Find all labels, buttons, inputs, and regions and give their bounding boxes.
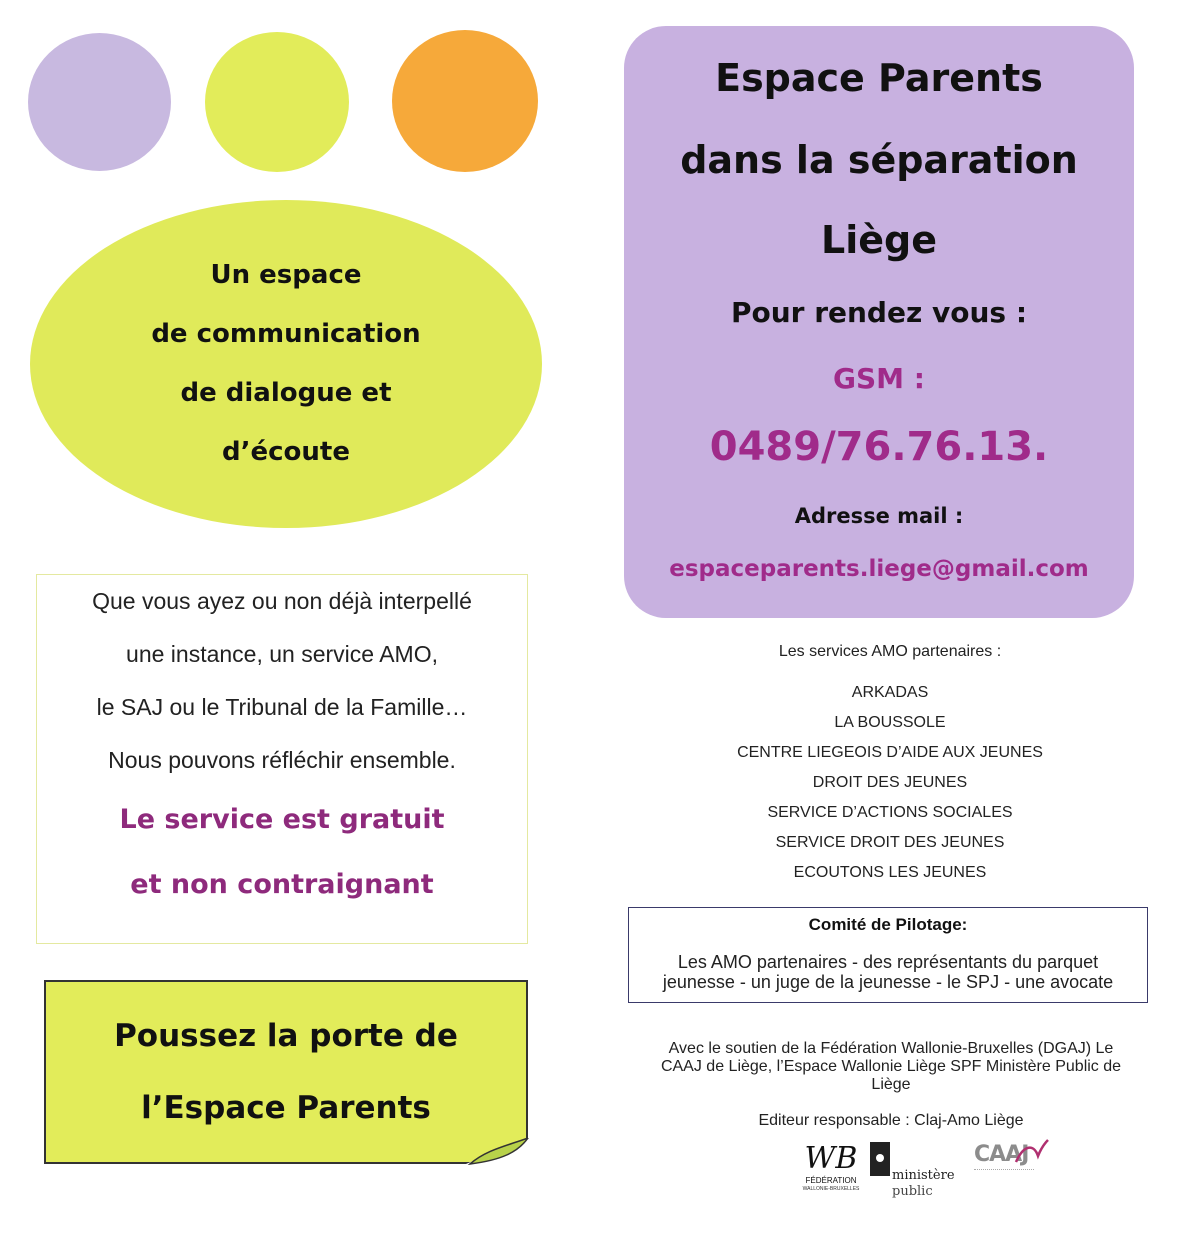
caaj-swirl-icon [1014, 1138, 1050, 1168]
panel-title-2: dans la séparation [680, 138, 1078, 182]
fwb-subtext: WALLONIE-BRUXELLES [802, 1186, 860, 1192]
sticky-note [44, 980, 528, 1164]
panel-title: Espace Parents [715, 56, 1043, 100]
committee-line: jeunesse - un juge de la jeunesse - le SPJ - une avocate [662, 972, 1114, 992]
communication-ellipse [30, 200, 542, 528]
fwb-mark: WB [804, 1141, 858, 1176]
phone-number: 0489/76.76.13. [709, 424, 1049, 470]
fwb-logo [800, 1142, 862, 1200]
partner-item: ECOUTONS LES JEUNES [793, 864, 987, 881]
info-line: une instance, un service AMO, [126, 641, 438, 667]
email-label: Adresse mail : [794, 504, 964, 528]
partner-item: LA BOUSSOLE [834, 714, 946, 731]
info-line: le SAJ ou le Tribunal de la Famille… [96, 694, 468, 720]
gsm-label: GSM : [833, 362, 925, 395]
support-line: Avec le soutien de la Fédération Wallonie-Bruxelles (DGAJ) Le [668, 1040, 1114, 1057]
ministere-public-logo [866, 1140, 958, 1202]
ellipse-line: de dialogue et [180, 378, 392, 408]
publisher-line: Editeur responsable : Claj-Amo Liège [758, 1112, 1024, 1129]
partner-item: SERVICE DROIT DES JEUNES [775, 834, 1005, 851]
page-curl-icon [466, 1138, 530, 1166]
lime-circle [205, 32, 349, 172]
ellipse-line: d’écoute [222, 437, 350, 467]
email-address: espaceparents.liege@gmail.com [669, 556, 1089, 582]
note-line: Poussez la porte de [114, 1018, 458, 1054]
support-text [626, 1040, 1156, 1094]
partners-list [630, 640, 1150, 888]
free-service-line: Le service est gratuit [119, 804, 445, 835]
caaj-text: CAAJ [974, 1142, 1029, 1167]
fwb-text: FÉDÉRATION [805, 1176, 857, 1185]
info-line: Que vous ayez ou non déjà interpellé [92, 588, 472, 614]
ellipse-line: Un espace [210, 260, 362, 290]
caaj-logo [974, 1142, 1054, 1198]
lavender-circle [28, 33, 171, 171]
committee-heading: Comité de Pilotage: [808, 915, 968, 934]
ministere-line-2: public [892, 1184, 933, 1199]
partners-heading: Les services AMO partenaires : [778, 643, 1002, 660]
contact-panel [624, 26, 1134, 618]
note-line: l’Espace Parents [141, 1090, 431, 1126]
steering-committee-box [628, 907, 1148, 1003]
info-line: Nous pouvons réfléchir ensemble. [108, 747, 456, 773]
ellipse-line: de communication [151, 319, 421, 349]
partner-item: CENTRE LIEGEOIS D’AIDE AUX JEUNES [737, 744, 1043, 761]
info-box [36, 574, 528, 944]
ministere-line-1: ministère [892, 1168, 955, 1183]
partner-item: DROIT DES JEUNES [812, 774, 968, 791]
appointment-label: Pour rendez vous : [730, 296, 1028, 329]
partner-item: ARKADAS [851, 684, 929, 701]
committee-line: Les AMO partenaires - des représentants du parquet [677, 952, 1099, 972]
support-line: Liège [871, 1076, 911, 1093]
panel-city: Liège [821, 218, 937, 262]
non-binding-line: et non contraignant [130, 869, 434, 900]
orange-circle [392, 30, 538, 172]
support-line: CAAJ de Liège, l’Espace Wallonie Liège SPF Ministère Public de [660, 1058, 1122, 1075]
partner-item: SERVICE D’ACTIONS SOCIALES [767, 804, 1013, 821]
